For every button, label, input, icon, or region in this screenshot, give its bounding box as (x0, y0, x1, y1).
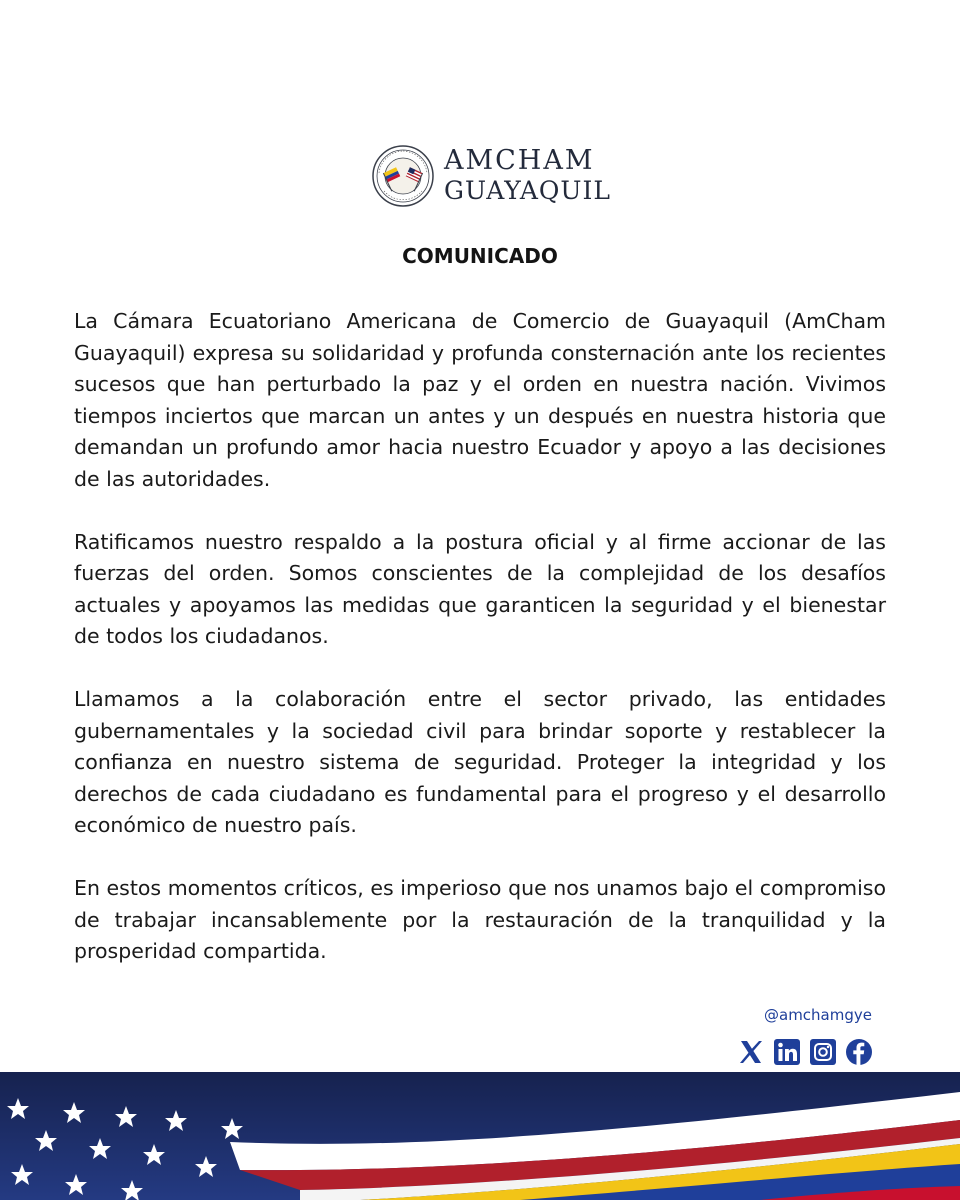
amcham-logo (372, 138, 611, 214)
logo-line-guayaquil: GUAYAQUIL (444, 176, 611, 205)
social-icons (737, 1037, 873, 1067)
flag-banner (0, 1072, 960, 1200)
amcham-seal-icon (372, 145, 434, 207)
paragraph: En estos momentos críticos, es imperioso que nos unamos bajo el compromiso de trabajar incansablemente por la restauración de la tranquilidad y la prosperidad compartida. (74, 876, 886, 963)
page-title: COMUNICADO (402, 244, 558, 268)
x-icon[interactable] (737, 1038, 765, 1066)
logo-line-amcham: AMCHAM (444, 145, 595, 176)
facebook-icon[interactable] (845, 1038, 873, 1066)
paragraph: La Cámara Ecuatoriano Americana de Comercio de Guayaquil (AmCham Guayaquil) expresa su solidaridad y profunda consternación ante los recientes sucesos que han perturbado la paz y el orden en nuestra nación. Vivimos tiempos inciertos que marcan un antes y un después en nuestra historia que demandan un profundo amor hacia nuestro Ecuador y apoyo a las decisiones de las autoridades. (74, 309, 886, 491)
linkedin-icon[interactable] (773, 1038, 801, 1066)
statement-body (74, 306, 886, 999)
paragraph: Llamamos a la colaboración entre el sector privado, las entidades gubernamentales y la sociedad civil para brindar soporte y restablecer la confianza en nuestro sistema de seguridad. Proteger la integridad y los derechos de cada ciudadano es fundamental para el progreso y el desarrollo económico de nuestro país. (74, 687, 886, 837)
instagram-icon[interactable] (809, 1038, 837, 1066)
social-handle[interactable]: @amchamgye (764, 1006, 872, 1024)
paragraph: Ratificamos nuestro respaldo a la postura oficial y al firme accionar de las fuerzas del orden. Somos conscientes de la complejidad de los desafíos actuales y apoyamos las medidas que garanticen la seguridad y el bienestar de todos los ciudadanos. (74, 529, 886, 648)
